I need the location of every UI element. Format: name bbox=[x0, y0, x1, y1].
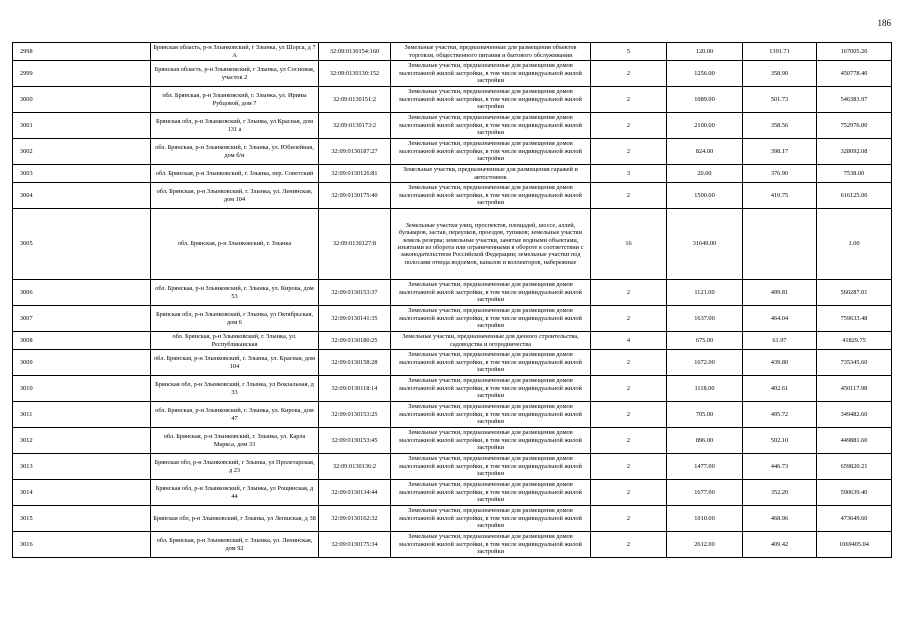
row-cadastral-value: 546383.97 bbox=[817, 87, 892, 113]
row-group-code: 2 bbox=[591, 532, 667, 558]
row-cadastral-value: 41829.75 bbox=[817, 332, 892, 350]
row-cadastral-number: 32:09:0130162:32 bbox=[319, 506, 391, 532]
table-row bbox=[13, 139, 892, 165]
row-area: 896.00 bbox=[667, 428, 743, 454]
row-specific-value: 439.80 bbox=[743, 350, 817, 376]
row-address: обл. Брянская, р-н Злынковский, г. Злынка, ул. Карла Маркса, дом 33 bbox=[151, 428, 319, 454]
table-row bbox=[13, 332, 892, 350]
row-land-use: Земельные участки, предназначенные для дачного строительства, садоводства и огородничества bbox=[391, 332, 591, 350]
row-cadastral-number: 32:09:0130130:152 bbox=[319, 61, 391, 87]
row-address: обл. Брянская, р-н Злынковский, г. Злынка, ул. Ирины Рубцовой, дом 7 bbox=[151, 87, 319, 113]
row-specific-value: 409.42 bbox=[743, 532, 817, 558]
table-row bbox=[13, 61, 892, 87]
row-area: 1089.00 bbox=[667, 87, 743, 113]
row-address: Брянская обл, р-н Злынковский, г Злынка, ул Рощинская, д 44 bbox=[151, 480, 319, 506]
table-row bbox=[13, 280, 892, 306]
row-land-use: Земельные участки, предназначенные для размещения домов малоэтажной жилой застройки, в том числе индивидуальной жилой застройки bbox=[391, 113, 591, 139]
row-address: обл. Брянская, р-н Злынковский, г. Злынка, ул. Республиканская bbox=[151, 332, 319, 350]
row-cadastral-number: 32:09:0130153:37 bbox=[319, 280, 391, 306]
row-number: 3008 bbox=[13, 332, 151, 350]
row-cadastral-number: 32:09:0130180:25 bbox=[319, 332, 391, 350]
row-specific-value: 501.73 bbox=[743, 87, 817, 113]
row-area: 1118.00 bbox=[667, 376, 743, 402]
row-number: 3009 bbox=[13, 350, 151, 376]
row-cadastral-value: 752976.00 bbox=[817, 113, 892, 139]
table-row bbox=[13, 350, 892, 376]
row-area: 2100.00 bbox=[667, 113, 743, 139]
row-cadastral-value: 659820.21 bbox=[817, 454, 892, 480]
row-group-code: 2 bbox=[591, 480, 667, 506]
row-group-code: 5 bbox=[591, 43, 667, 61]
row-cadastral-number: 32:09:0130118:14 bbox=[319, 376, 391, 402]
row-cadastral-number: 32:09:0130175:40 bbox=[319, 183, 391, 209]
row-specific-value: 402.61 bbox=[743, 376, 817, 402]
row-address: Брянская обл, р-н Злынковский, г Злынка, ул Лепшская, д 38 bbox=[151, 506, 319, 532]
row-cadastral-value: 349482.60 bbox=[817, 402, 892, 428]
row-cadastral-number: 32:09:0130187:27 bbox=[319, 139, 391, 165]
row-specific-value: 352.20 bbox=[743, 480, 817, 506]
row-group-code: 4 bbox=[591, 332, 667, 350]
row-cadastral-number: 32:09:0130136:2 bbox=[319, 454, 391, 480]
row-number: 2999 bbox=[13, 61, 151, 87]
row-cadastral-number: 32:09:0130175:34 bbox=[319, 532, 391, 558]
row-area: 675.00 bbox=[667, 332, 743, 350]
row-cadastral-value: 449881.60 bbox=[817, 428, 892, 454]
table-row bbox=[13, 113, 892, 139]
row-group-code: 3 bbox=[591, 165, 667, 183]
row-group-code: 2 bbox=[591, 113, 667, 139]
row-group-code: 16 bbox=[591, 209, 667, 280]
row-land-use: Земельные участки, предназначенные для размещения домов малоэтажной жилой застройки, в том числе индивидуальной жилой застройки bbox=[391, 280, 591, 306]
row-group-code: 2 bbox=[591, 350, 667, 376]
table-row bbox=[13, 87, 892, 113]
row-land-use: Земельные участки, предназначенные для размещения домов малоэтажной жилой застройки, в том числе индивидуальной жилой застройки bbox=[391, 428, 591, 454]
row-cadastral-value: 1069405.04 bbox=[817, 532, 892, 558]
row-address: Брянская обл, р-н Злынковский, г Злынка, ул Вокзальная, д 33 bbox=[151, 376, 319, 402]
row-area: 1121.00 bbox=[667, 280, 743, 306]
row-land-use: Земельные участки, предназначенные для размещения домов малоэтажной жилой застройки, в том числе индивидуальной жилой застройки bbox=[391, 506, 591, 532]
row-address: обл. Брянская, р-н Злынковский, г. Злынка, пер. Советский bbox=[151, 165, 319, 183]
row-area: 824.00 bbox=[667, 139, 743, 165]
row-cadastral-number: 32:09:0130127:8 bbox=[319, 209, 391, 280]
row-land-use: Земельные участки, предназначенные для размещения объектов торговли, общественного питания и бытового обслуживания bbox=[391, 43, 591, 61]
row-specific-value: 468.96 bbox=[743, 506, 817, 532]
row-cadastral-number: 32:09:0130153:45 bbox=[319, 428, 391, 454]
row-address: Брянская область, р-н Злынковский, г Злынка, ул Шорса, д 7 А bbox=[151, 43, 319, 61]
row-address: обл. Брянская, р-н Злынковский, г. Злынка, ул. Ленинская, дом 92 bbox=[151, 532, 319, 558]
row-address: Брянская обл, р-н Злынковский, г Злынка, ул Октябрьская, дом 6 bbox=[151, 306, 319, 332]
row-number: 2998 bbox=[13, 43, 151, 61]
row-address: Брянская обл, р-н Злынковский, г Злынка, ул Красная, дом 131 а bbox=[151, 113, 319, 139]
row-land-use: Земельные участки, предназначенные для размещения домов малоэтажной жилой застройки, в том числе индивидуальной жилой застройки bbox=[391, 480, 591, 506]
table-row bbox=[13, 183, 892, 209]
row-group-code: 2 bbox=[591, 376, 667, 402]
row-cadastral-value: 590639.40 bbox=[817, 480, 892, 506]
row-land-use: Земельные участки улиц, проспектов, площадей, шоссе, аллей, бульваров, застав, переулков, проездов, тупиков; земельные участки земель резерва; земельные участки, занятые водными объектами, изъятыми из оборота или ограниченными в обороте в соответствии с законодательством Российской Федерации; земельные участки под полосами отвода водоемов, каналов и коллекторов, набережные bbox=[391, 209, 591, 280]
row-number: 3001 bbox=[13, 113, 151, 139]
row-area: 120.00 bbox=[667, 43, 743, 61]
table-row bbox=[13, 402, 892, 428]
row-land-use: Земельные участки, предназначенные для размещения домов малоэтажной жилой застройки, в том числе индивидуальной жилой застройки bbox=[391, 402, 591, 428]
row-land-use: Земельные участки, предназначенные для размещения домов малоэтажной жилой застройки, в том числе индивидуальной жилой застройки bbox=[391, 376, 591, 402]
row-cadastral-number: 32:09:0130173:2 bbox=[319, 113, 391, 139]
row-cadastral-value: 167005.20 bbox=[817, 43, 892, 61]
row-number: 3015 bbox=[13, 506, 151, 532]
row-area: 1010.00 bbox=[667, 506, 743, 532]
row-group-code: 2 bbox=[591, 454, 667, 480]
row-area: 1500.00 bbox=[667, 183, 743, 209]
row-address: Брянская обл, р-н Злынковский, г Злынка, ул Пролетарская, д 23 bbox=[151, 454, 319, 480]
row-area: 2612.00 bbox=[667, 532, 743, 558]
row-area: 31649.00 bbox=[667, 209, 743, 280]
row-specific-value: 61.97 bbox=[743, 332, 817, 350]
row-cadastral-value: 759633.48 bbox=[817, 306, 892, 332]
row-address: обл. Брянская, р-н Злынковский, г. Злынка, ул. Кирова, дом 53 bbox=[151, 280, 319, 306]
row-number: 3016 bbox=[13, 532, 151, 558]
row-address: обл. Брянская, р-н Злынковский, г. Злынка, ул. Кирова, дом 47 bbox=[151, 402, 319, 428]
row-number: 3003 bbox=[13, 165, 151, 183]
row-cadastral-number: 32:09:0130154:160 bbox=[319, 43, 391, 61]
row-group-code: 2 bbox=[591, 506, 667, 532]
row-number: 3002 bbox=[13, 139, 151, 165]
table-row bbox=[13, 43, 892, 61]
row-number: 3011 bbox=[13, 402, 151, 428]
row-cadastral-value: 735345.60 bbox=[817, 350, 892, 376]
row-group-code: 2 bbox=[591, 183, 667, 209]
row-specific-value: 495.72 bbox=[743, 402, 817, 428]
cadastral-table bbox=[12, 42, 892, 558]
table-row bbox=[13, 506, 892, 532]
row-area: 1677.00 bbox=[667, 480, 743, 506]
row-address: обл. Брянская, р-н Злынковский, г. Злынка, ул. Красная, дом 104 bbox=[151, 350, 319, 376]
row-cadastral-value: 473649.60 bbox=[817, 506, 892, 532]
row-land-use: Земельные участки, предназначенные для размещения домов малоэтажной жилой застройки, в том числе индивидуальной жилой застройки bbox=[391, 61, 591, 87]
row-specific-value: 398.17 bbox=[743, 139, 817, 165]
row-number: 3010 bbox=[13, 376, 151, 402]
row-address: обл. Брянская, р-н Злынковский, г. Злынка, ул. Ленинская, дом 104 bbox=[151, 183, 319, 209]
row-number: 3000 bbox=[13, 87, 151, 113]
row-cadastral-value: 560287.01 bbox=[817, 280, 892, 306]
row-area: 1477.00 bbox=[667, 454, 743, 480]
row-number: 3007 bbox=[13, 306, 151, 332]
table-row bbox=[13, 376, 892, 402]
row-area: 1672.00 bbox=[667, 350, 743, 376]
row-area: 705.00 bbox=[667, 402, 743, 428]
row-land-use: Земельные участки, предназначенные для размещения домов малоэтажной жилой застройки, в том числе индивидуальной жилой застройки bbox=[391, 532, 591, 558]
row-land-use: Земельные участки, предназначенные для размещения домов малоэтажной жилой застройки, в том числе индивидуальной жилой застройки bbox=[391, 183, 591, 209]
table-row bbox=[13, 306, 892, 332]
row-cadastral-value: 328092.08 bbox=[817, 139, 892, 165]
row-cadastral-value: 7538.00 bbox=[817, 165, 892, 183]
row-specific-value: 499.81 bbox=[743, 280, 817, 306]
row-number: 3004 bbox=[13, 183, 151, 209]
row-address: Брянская область, р-н Злынковский, г Злынка, ул Сосновая, участок 2 bbox=[151, 61, 319, 87]
row-specific-value: 1391.71 bbox=[743, 43, 817, 61]
row-group-code: 2 bbox=[591, 428, 667, 454]
table-row bbox=[13, 209, 892, 280]
row-cadastral-number: 32:09:0130151:2 bbox=[319, 87, 391, 113]
row-cadastral-number: 32:09:0130134:44 bbox=[319, 480, 391, 506]
row-group-code: 2 bbox=[591, 402, 667, 428]
row-cadastral-value: 450117.98 bbox=[817, 376, 892, 402]
row-specific-value: 502.10 bbox=[743, 428, 817, 454]
row-group-code: 2 bbox=[591, 139, 667, 165]
row-cadastral-number: 32:09:0130141:35 bbox=[319, 306, 391, 332]
row-land-use: Земельные участки, предназначенные для размещения домов малоэтажной жилой застройки, в том числе индивидуальной жилой застройки bbox=[391, 139, 591, 165]
row-group-code: 2 bbox=[591, 306, 667, 332]
row-land-use: Земельные участки, предназначенные для размещения домов малоэтажной жилой застройки, в том числе индивидуальной жилой застройки bbox=[391, 87, 591, 113]
row-specific-value: 410.75 bbox=[743, 183, 817, 209]
row-cadastral-value: 450778.40 bbox=[817, 61, 892, 87]
row-number: 3013 bbox=[13, 454, 151, 480]
row-area: 20.00 bbox=[667, 165, 743, 183]
row-number: 3005 bbox=[13, 209, 151, 280]
row-specific-value: 464.04 bbox=[743, 306, 817, 332]
table-row bbox=[13, 165, 892, 183]
row-specific-value: 376.90 bbox=[743, 165, 817, 183]
page-number: 186 bbox=[877, 18, 891, 28]
table-row bbox=[13, 532, 892, 558]
row-cadastral-value: 1.00 bbox=[817, 209, 892, 280]
row-group-code: 2 bbox=[591, 280, 667, 306]
row-cadastral-number: 32:09:0130158:28 bbox=[319, 350, 391, 376]
row-number: 3014 bbox=[13, 480, 151, 506]
row-area: 1256.00 bbox=[667, 61, 743, 87]
row-specific-value: 358.90 bbox=[743, 61, 817, 87]
row-cadastral-number: 32:09:0130153:25 bbox=[319, 402, 391, 428]
table-row bbox=[13, 480, 892, 506]
row-cadastral-number: 32:09:0130126:81 bbox=[319, 165, 391, 183]
row-area: 1637.00 bbox=[667, 306, 743, 332]
row-specific-value: 446.73 bbox=[743, 454, 817, 480]
row-specific-value bbox=[743, 209, 817, 280]
row-land-use: Земельные участки, предназначенные для размещения домов малоэтажной жилой застройки, в том числе индивидуальной жилой застройки bbox=[391, 306, 591, 332]
table-row bbox=[13, 428, 892, 454]
row-land-use: Земельные участки, предназначенные для размещения домов малоэтажной жилой застройки, в том числе индивидуальной жилой застройки bbox=[391, 454, 591, 480]
row-land-use: Земельные участки, предназначенные для размещения гаражей и автостоянок bbox=[391, 165, 591, 183]
table-row bbox=[13, 454, 892, 480]
row-number: 3012 bbox=[13, 428, 151, 454]
row-number: 3006 bbox=[13, 280, 151, 306]
row-address: обл. Брянская, р-н Злынковский, г. Злынка, ул. Юбилейная, дом б/н bbox=[151, 139, 319, 165]
row-specific-value: 358.56 bbox=[743, 113, 817, 139]
row-group-code: 2 bbox=[591, 61, 667, 87]
row-address: обл. Брянская, р-н Злынковский, г. Злынка bbox=[151, 209, 319, 280]
row-cadastral-value: 616125.00 bbox=[817, 183, 892, 209]
row-group-code: 2 bbox=[591, 87, 667, 113]
row-land-use: Земельные участки, предназначенные для размещения домов малоэтажной жилой застройки, в том числе индивидуальной жилой застройки bbox=[391, 350, 591, 376]
